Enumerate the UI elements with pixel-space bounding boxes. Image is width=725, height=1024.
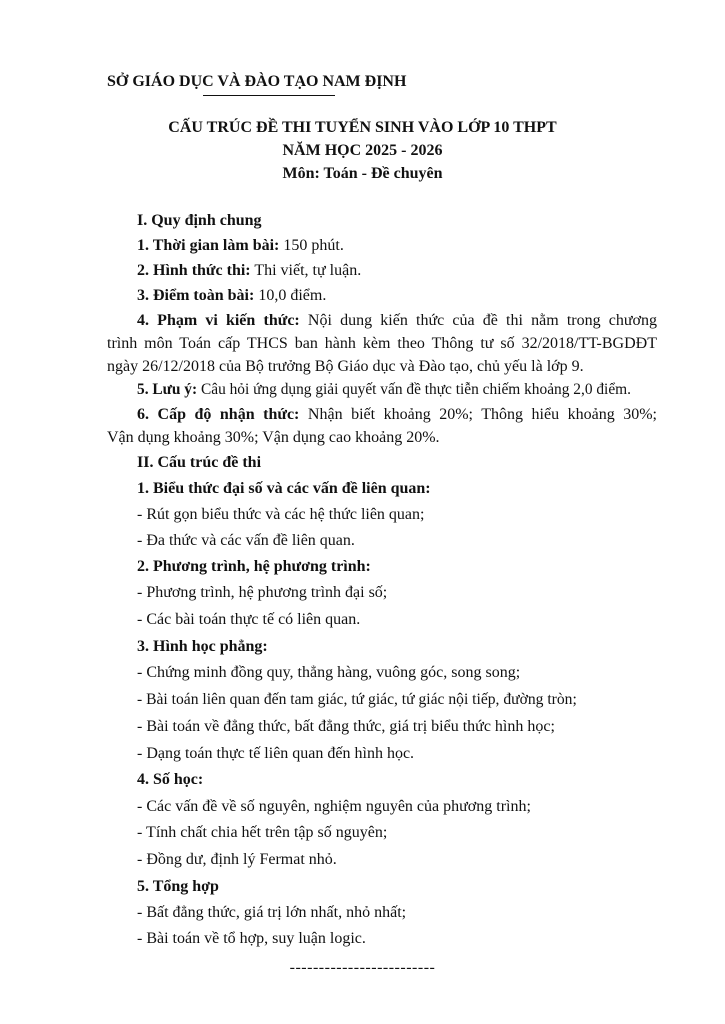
topic-item: - Dạng toán thực tế liên quan đến hình học. [137,745,415,762]
rule-levels-label: 6. Cấp độ nhận thức: [137,406,300,423]
topic-item: - Bài toán về đẳng thức, bất đẳng thức, giá trị biểu thức hình học; [137,718,555,735]
department-underline [203,95,335,96]
rule-score [137,286,326,306]
rule-scope-line3: ngày 26/12/2018 của Bộ trưởng Bộ Giáo dục và Đào tạo, chủ yếu là lớp 9. [107,358,584,375]
rule-format-value: Thi viết, tự luận. [250,262,362,279]
exam-title: CẤU TRÚC ĐỀ THI TUYỂN SINH VÀO LỚP 10 THPT [168,119,557,136]
topic-item: - Bài toán về tổ hợp, suy luận logic. [137,930,366,947]
rule-scope-line2: trình môn Toán cấp THCS ban hành kèm theo Thông tư số 32/2018/TT-BGDĐT [107,335,657,352]
rule-levels-text1: Nhận biết khoảng 20%; Thông hiểu khoảng 30%; [299,406,657,423]
topic-title-equations: 2. Phương trình, hệ phương trình: [137,558,371,575]
rule-note-label: 5. Lưu ý: [137,381,198,398]
topic-item: - Các vấn đề về số nguyên, nghiệm nguyên của phương trình; [137,798,531,815]
topic-item: - Đồng dư, định lý Fermat nhỏ. [137,851,337,868]
rule-score-value: 10,0 điểm. [254,287,327,304]
rule-note [137,380,631,400]
topic-item: - Bất đẳng thức, giá trị lớn nhất, nhỏ nhất; [137,904,407,921]
rule-format [137,261,361,281]
topic-title-combined: 5. Tổng hợp [137,878,219,895]
rule-time-value: 150 phút. [279,237,344,254]
subject-line: Môn: Toán - Đề chuyên [282,165,443,182]
section-heading-general: I. Quy định chung [137,212,262,229]
topic-title-number-theory: 4. Số học: [137,771,204,788]
topic-item: - Đa thức và các vấn đề liên quan. [137,532,355,549]
topic-item: - Bài toán liên quan đến tam giác, tứ giác, tứ giác nội tiếp, đường tròn; [137,691,577,708]
topic-item: - Các bài toán thực tế có liên quan. [137,611,361,628]
topic-item: - Chứng minh đồng quy, thẳng hàng, vuông góc, song song; [137,664,521,681]
topic-title-algebra: 1. Biểu thức đại số và các vấn đề liên quan: [137,480,431,497]
section-heading-structure: II. Cấu trúc đề thi [137,454,262,471]
topic-title-geometry: 3. Hình học phẳng: [137,638,268,655]
rule-scope-line1 [137,311,657,331]
rule-levels-line1 [137,405,657,425]
rule-format-label: 2. Hình thức thi: [137,262,251,279]
end-divider: ------------------------- [289,959,436,976]
rule-time [137,236,344,256]
rule-levels-line2: Vận dụng khoảng 30%; Vận dụng cao khoảng 20%. [107,429,440,446]
topic-item: - Rút gọn biểu thức và các hệ thức liên quan; [137,506,425,523]
rule-scope-text1: Nội dung kiến thức của đề thi nằm trong chương [299,312,658,329]
rule-note-value: Câu hỏi ứng dụng giải quyết vấn đề thực tiễn chiếm khoảng 2,0 điểm. [197,381,631,398]
topic-item: - Tính chất chia hết trên tập số nguyên; [137,824,388,841]
rule-time-label: 1. Thời gian làm bài: [137,237,280,254]
rule-scope-label: 4. Phạm vi kiến thức: [137,312,300,329]
rule-score-label: 3. Điểm toàn bài: [137,287,255,304]
school-year: NĂM HỌC 2025 - 2026 [282,142,443,159]
topic-item: - Phương trình, hệ phương trình đại số; [137,584,388,601]
department-name: SỞ GIÁO DỤC VÀ ĐÀO TẠO NAM ĐỊNH [107,73,407,90]
